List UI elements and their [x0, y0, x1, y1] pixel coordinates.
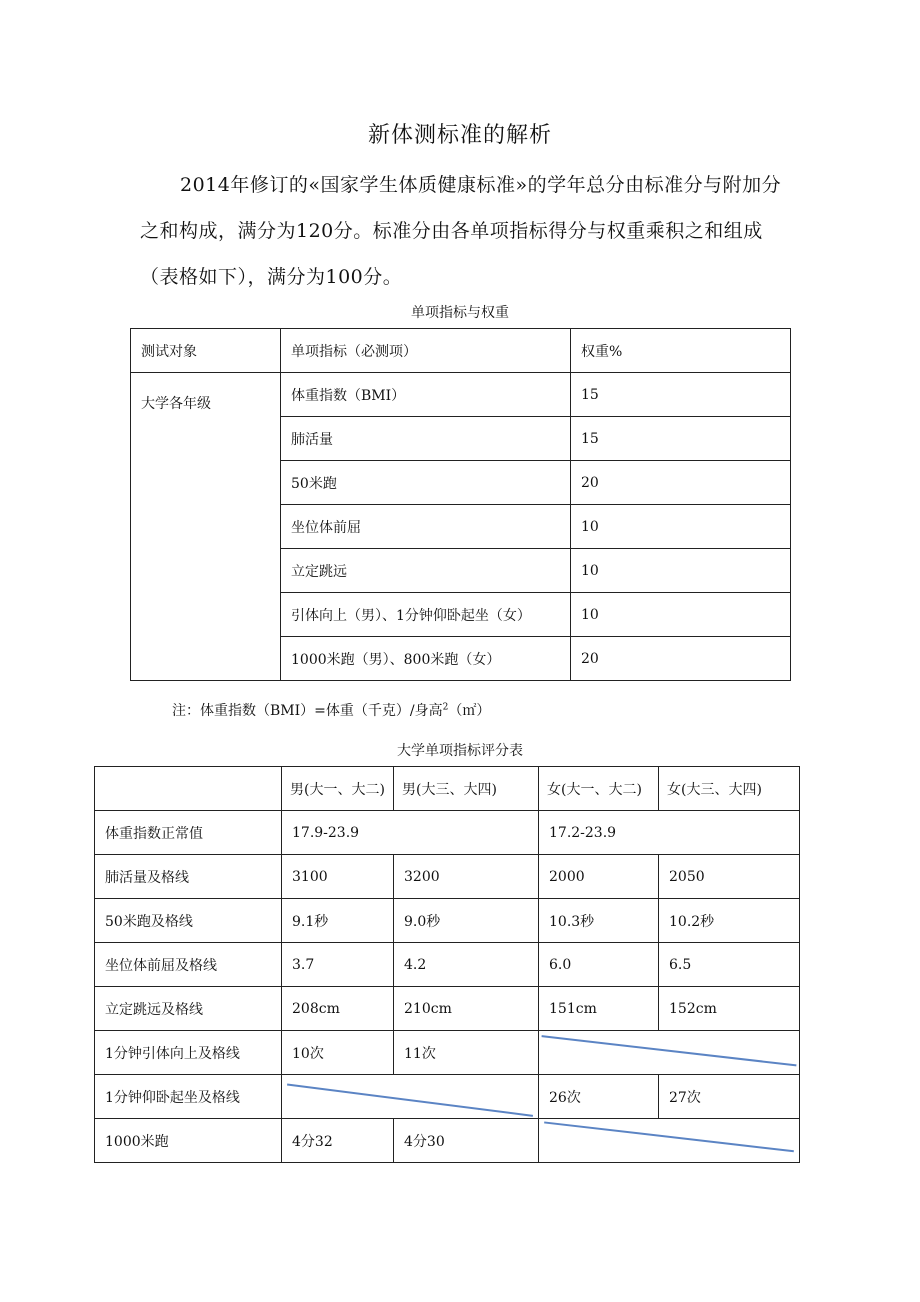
- value-cell: 3100: [282, 855, 394, 899]
- weight-cell: 15: [571, 417, 791, 461]
- value-cell: 26次: [539, 1075, 659, 1119]
- value-cell: 6.0: [539, 943, 659, 987]
- weight-cell: 10: [571, 593, 791, 637]
- value-cell: 210cm: [394, 987, 539, 1031]
- value-cell: 9.1秒: [282, 899, 394, 943]
- item-cell: 1000米跑（男）、800米跑（女）: [281, 637, 571, 681]
- table2-caption: 大学单项指标评分表: [397, 743, 523, 759]
- weight-cell: 20: [571, 637, 791, 681]
- diagonal-line: [539, 1031, 799, 1074]
- value-cell: 2000: [539, 855, 659, 899]
- not-applicable-cell: [282, 1075, 539, 1119]
- value-cell: 4.2: [394, 943, 539, 987]
- page-title: 新体测标准的解析: [367, 123, 552, 148]
- header-cell: 男(大三、大四): [394, 767, 539, 811]
- value-cell: 10.2秒: [659, 899, 800, 943]
- value-cell: 3.7: [282, 943, 394, 987]
- weight-cell: 15: [571, 373, 791, 417]
- table-row: [95, 1119, 800, 1163]
- test-object-cell: 大学各年级: [131, 373, 281, 681]
- table1-caption: 单项指标与权重: [411, 305, 509, 321]
- table-row: [95, 811, 800, 855]
- weight-cell: 10: [571, 505, 791, 549]
- row-label: 1000米跑: [95, 1119, 282, 1163]
- table-header-row: [95, 767, 800, 811]
- table-row: [95, 899, 800, 943]
- item-cell: 肺活量: [281, 417, 571, 461]
- diagonal-line: [539, 1119, 799, 1162]
- header-cell: 女(大三、大四): [659, 767, 800, 811]
- note-unit: （㎡）: [448, 703, 491, 719]
- header-cell: 男(大一、大二): [282, 767, 394, 811]
- value-cell: 10次: [282, 1031, 394, 1075]
- header-cell: 女(大一、大二): [539, 767, 659, 811]
- intro-paragraph: 2014年修订的«国家学生体质健康标准»的学年总分由标准分与附加分之和构成，满分为120分。标准分由各单项指标得分与权重乘积之和组成（表格如下），满分为100分。: [140, 174, 782, 288]
- empty-corner-cell: [95, 767, 282, 811]
- value-cell: 208cm: [282, 987, 394, 1031]
- item-cell: 立定跳远: [281, 549, 571, 593]
- item-cell: 体重指数（BMI）: [281, 373, 571, 417]
- table-row: [131, 373, 791, 417]
- scoring-table: [94, 766, 800, 1163]
- item-cell: 50米跑: [281, 461, 571, 505]
- value-cell: 27次: [659, 1075, 800, 1119]
- value-cell: 4分32: [282, 1119, 394, 1163]
- diagonal-line: [282, 1075, 538, 1118]
- value-cell: 6.5: [659, 943, 800, 987]
- value-cell: 9.0秒: [394, 899, 539, 943]
- table-row: [95, 943, 800, 987]
- weight-table: [130, 328, 791, 681]
- table-row: [95, 987, 800, 1031]
- table-row: [95, 855, 800, 899]
- header-cell: 单项指标（必测项）: [281, 329, 571, 373]
- row-label: 体重指数正常值: [95, 811, 282, 855]
- table-header-row: [131, 329, 791, 373]
- value-cell: 17.9-23.9: [282, 811, 539, 855]
- table-row: [95, 1031, 800, 1075]
- row-label: 立定跳远及格线: [95, 987, 282, 1031]
- row-label: 坐位体前屈及格线: [95, 943, 282, 987]
- value-cell: 152cm: [659, 987, 800, 1031]
- weight-cell: 10: [571, 549, 791, 593]
- row-label: 1分钟引体向上及格线: [95, 1031, 282, 1075]
- item-cell: 坐位体前屈: [281, 505, 571, 549]
- value-cell: 2050: [659, 855, 800, 899]
- value-cell: 3200: [394, 855, 539, 899]
- header-cell: 测试对象: [131, 329, 281, 373]
- bmi-note: [172, 700, 490, 720]
- item-cell: 引体向上（男）、1分钟仰卧起坐（女）: [281, 593, 571, 637]
- weight-cell: 20: [571, 461, 791, 505]
- table-row: [95, 1075, 800, 1119]
- not-applicable-cell: [539, 1119, 800, 1163]
- note-text: 注：体重指数（BMI）=体重（千克）/身高: [172, 703, 443, 719]
- value-cell: 11次: [394, 1031, 539, 1075]
- row-label: 肺活量及格线: [95, 855, 282, 899]
- header-cell: 权重%: [571, 329, 791, 373]
- row-label: 50米跑及格线: [95, 899, 282, 943]
- value-cell: 151cm: [539, 987, 659, 1031]
- value-cell: 4分30: [394, 1119, 539, 1163]
- value-cell: 10.3秒: [539, 899, 659, 943]
- row-label: 1分钟仰卧起坐及格线: [95, 1075, 282, 1119]
- value-cell: 17.2-23.9: [539, 811, 800, 855]
- note-exponent: 2: [442, 702, 449, 713]
- not-applicable-cell: [539, 1031, 800, 1075]
